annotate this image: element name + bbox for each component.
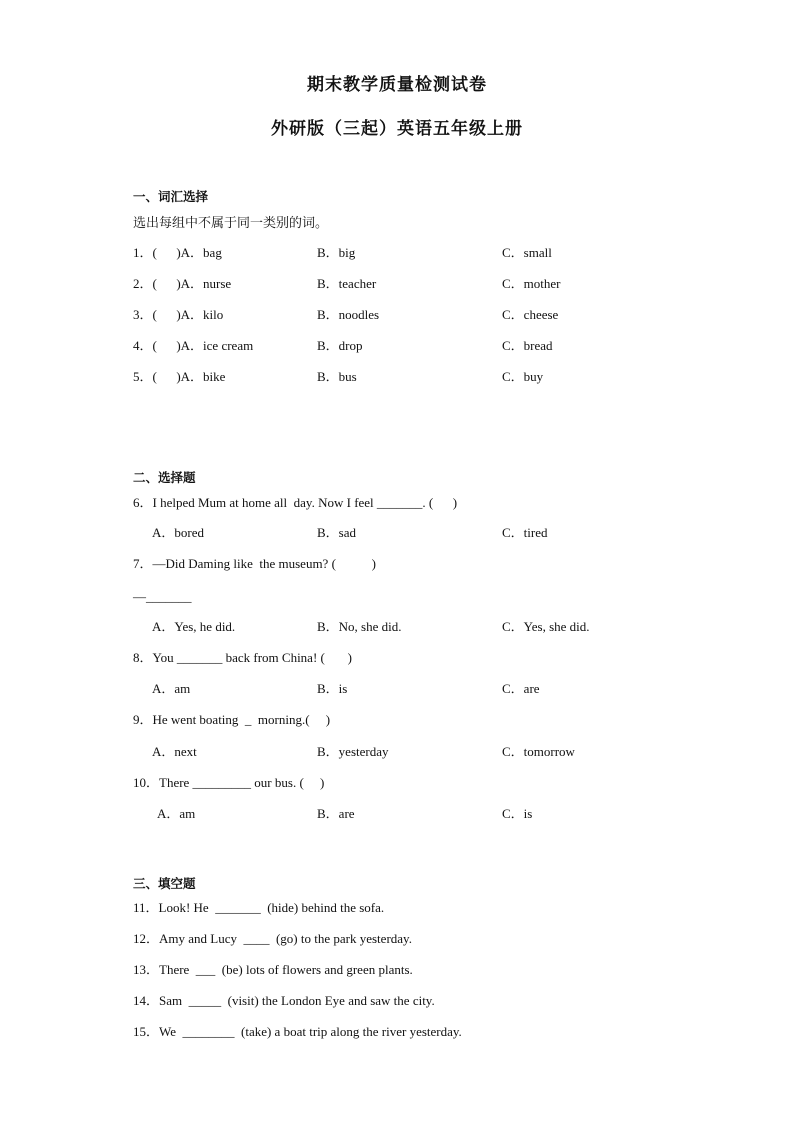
question-8-option-c: C．are [502, 681, 540, 696]
question-2-option-c: C．mother [502, 276, 561, 291]
question-10-option-c: C．is [502, 806, 533, 821]
question-3-option-b: B．noodles [317, 307, 380, 322]
question-1-option-b: B．big [317, 245, 356, 260]
question-9-stem: 9．He went boating _ morning.( ) [133, 712, 331, 727]
question-5-stem: 5．( )A．bike [133, 369, 226, 384]
question-9-option-b: B．yesterday [317, 744, 389, 759]
section3-heading: 三、填空题 [133, 876, 196, 891]
question-8-option-a: A．am [152, 681, 191, 696]
question-3-stem: 3．( )A．kilo [133, 307, 224, 322]
question-7-option-c: C．Yes, she did. [502, 619, 590, 634]
question-8-stem: 8．You _______ back from China! ( ) [133, 650, 352, 665]
question-6-option-c: C．tired [502, 525, 548, 540]
question-7-answer-line: —_______ [133, 589, 192, 604]
question-4-option-c: C．bread [502, 338, 553, 353]
question-7-stem: 7．—Did Daming like the museum? ( ) [133, 556, 376, 571]
section1-instruction: 选出每组中不属于同一类别的词。 [133, 216, 329, 231]
question-7-option-a: A．Yes, he did. [152, 619, 236, 634]
question-10-option-a: A．am [157, 806, 196, 821]
question-3-option-c: C．cheese [502, 307, 559, 322]
question-14: 14．Sam _____ (visit) the London Eye and saw the city. [133, 993, 435, 1008]
question-15: 15．We ________ (take) a boat trip along the river yesterday. [133, 1024, 462, 1039]
question-6-stem: 6．I helped Mum at home all day. Now I feel _______. ( ) [133, 495, 458, 510]
question-10-option-b: B．are [317, 806, 355, 821]
section1-heading: 一、词汇选择 [133, 189, 209, 204]
exam-subtitle: 外研版（三起）英语五年级上册 [271, 119, 523, 139]
question-2-stem: 2．( )A．nurse [133, 276, 232, 291]
question-10-stem: 10．There _________ our bus. ( ) [133, 775, 325, 790]
exam-title: 期末教学质量检测试卷 [307, 75, 487, 95]
question-13: 13．There ___ (be) lots of flowers and green plants. [133, 962, 413, 977]
question-8-option-b: B．is [317, 681, 348, 696]
section2-heading: 二、选择题 [133, 470, 196, 485]
question-4-option-b: B．drop [317, 338, 363, 353]
question-4-stem: 4．( )A．ice cream [133, 338, 254, 353]
question-1-option-c: C．small [502, 245, 552, 260]
question-12: 12．Amy and Lucy ____ (go) to the park yesterday. [133, 931, 412, 946]
question-9-option-c: C．tomorrow [502, 744, 575, 759]
question-6-option-b: B．sad [317, 525, 357, 540]
question-11: 11．Look! He _______ (hide) behind the sofa. [133, 900, 385, 915]
question-7-option-b: B．No, she did. [317, 619, 402, 634]
question-2-option-b: B．teacher [317, 276, 377, 291]
question-5-option-c: C．buy [502, 369, 544, 384]
question-6-option-a: A．bored [152, 525, 204, 540]
question-5-option-b: B．bus [317, 369, 357, 384]
question-9-option-a: A．next [152, 744, 197, 759]
question-1-stem: 1．( )A．bag [133, 245, 222, 260]
